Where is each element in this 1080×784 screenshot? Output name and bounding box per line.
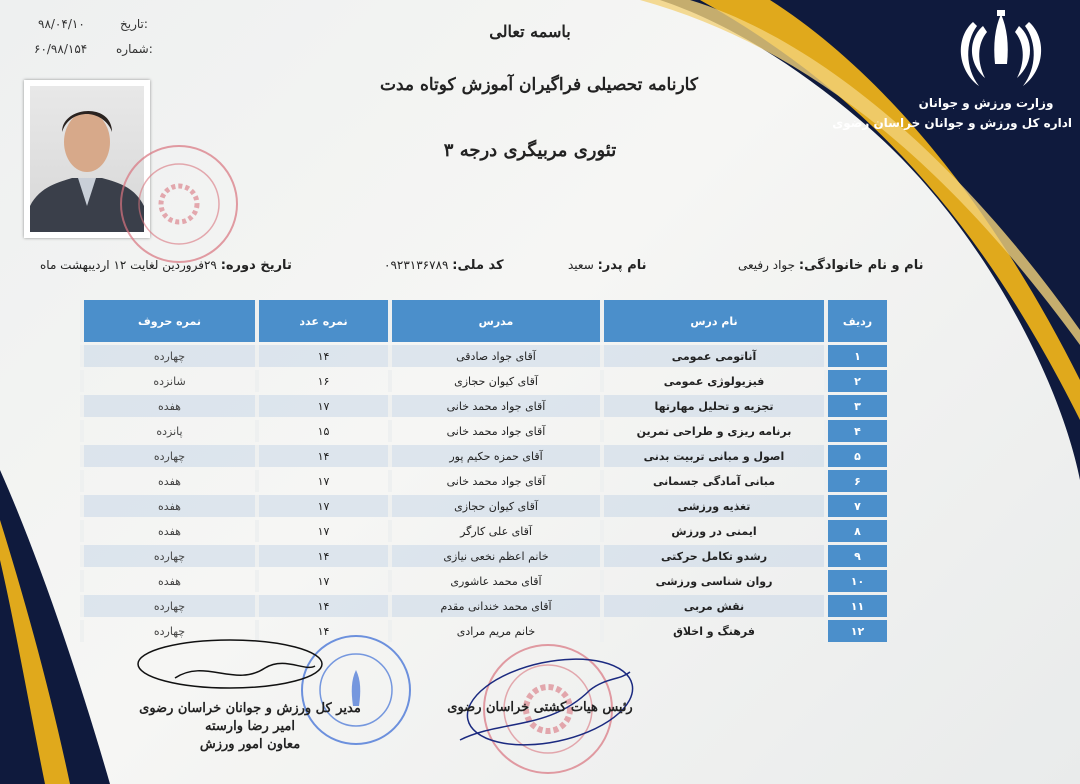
teacher-name: آقای علی کارگر [388,520,600,542]
grade-number: ۱۷ [255,395,388,417]
teacher-name: آقای کیوان حجازی [388,495,600,517]
grade-words: چهارده [80,345,255,367]
header-course: تئوری مربیگری درجه ۳ [443,140,617,161]
course-name: اصول و مبانی تربیت بدنی [600,445,824,467]
signature-scribble-left [135,628,335,708]
grade-words: شانزده [80,370,255,392]
row-number: ۳ [824,395,887,417]
period-label: تاریخ دوره: [220,258,292,273]
father-name-field [568,258,646,280]
teacher-name: آقای جواد محمد خانی [388,395,600,417]
teacher-name: آقای محمد عاشوری [388,570,600,592]
father-label: نام پدر: [597,258,647,273]
date-label: تاریخ: [120,17,148,31]
table-row [80,495,887,517]
ministry-label [832,93,1072,133]
course-name: تجزیه و تحلیل مهارتها [600,395,824,417]
grade-number: ۱۷ [255,570,388,592]
teacher-name: آقای جواد محمد خانی [388,470,600,492]
name-value: جواد رفیعی [738,258,796,272]
row-number: ۶ [824,470,887,492]
row-number: ۱۲ [824,620,887,642]
header-title: باسمه تعالی [489,22,571,41]
number-value: ۶۰/۹۸/۱۵۴ [34,42,88,56]
row-number: ۸ [824,520,887,542]
iran-emblem-icon [955,8,1047,92]
grades-table [80,297,887,645]
table-row [80,345,887,367]
grade-words: چهارده [80,545,255,567]
table-row [80,395,887,417]
sig-right-title: رئیس هیات کشتی خراسان رضوی [447,700,633,715]
table-header-row [80,300,887,342]
table-row [80,420,887,442]
stamp-red-top [115,140,243,268]
date-value: ۹۸/۰۴/۱۰ [38,17,85,31]
table-row [80,570,887,592]
id-value: ۰۹۲۳۱۳۶۷۸۹ [384,258,449,272]
row-number: ۱۱ [824,595,887,617]
father-value: سعید [568,258,594,272]
row-number: ۷ [824,495,887,517]
grade-number: ۱۴ [255,620,388,642]
row-number: ۹ [824,545,887,567]
course-name: فیزیولوژی عمومی [600,370,824,392]
id-label: کد ملی: [452,258,504,273]
sig-left-title: مدیر کل ورزش و جوانان خراسان رضوی [139,701,361,716]
grade-words: هفده [80,495,255,517]
name-label: نام و نام خانوادگی: [798,258,924,273]
grade-number: ۱۴ [255,345,388,367]
course-name: ایمنی در ورزش [600,520,824,542]
row-number: ۱۰ [824,570,887,592]
table-row [80,445,887,467]
national-id-field [384,258,504,280]
student-name-field [738,258,923,280]
sig-left-role: معاون امور ورزش [199,737,301,752]
row-number: ۵ [824,445,887,467]
row-number: ۴ [824,420,887,442]
header-teacher: مدرس [388,300,600,342]
teacher-name: آقای جواد محمد خانی [388,420,600,442]
grade-number: ۱۶ [255,370,388,392]
course-name: تغذیه ورزشی [600,495,824,517]
row-number: ۱ [824,345,887,367]
grade-words: چهارده [80,620,255,642]
table-row [80,470,887,492]
sig-left-name: امیر رضا وارسته [205,719,295,734]
grade-number: ۱۷ [255,470,388,492]
header-subtitle: کارنامه تحصیلی فراگیران آموزش کوتاه مدت [380,75,698,95]
course-name: مبانی آمادگی جسمانی [600,470,824,492]
course-name: نقش مربی [600,595,824,617]
course-name: روان شناسی ورزشی [600,570,824,592]
grade-words: چهارده [80,445,255,467]
grade-words: پانزده [80,420,255,442]
row-number: ۲ [824,370,887,392]
table-row [80,370,887,392]
teacher-name: خانم مریم مرادی [388,620,600,642]
period-value: ۲۹فروردین لغایت ۱۲ اردیبهشت ماه [40,258,217,272]
grade-number: ۱۵ [255,420,388,442]
table-row [80,595,887,617]
signature-block-right [440,700,640,715]
grade-words: هفده [80,520,255,542]
number-label: شماره: [116,42,153,56]
period-field [40,258,292,280]
grade-words: چهارده [80,595,255,617]
teacher-name: آقای جواد صادقی [388,345,600,367]
table-row [80,545,887,567]
grade-number: ۱۷ [255,520,388,542]
header-row-number: ردیف [824,300,887,342]
course-name: فرهنگ و اخلاق [600,620,824,642]
ministry-line2: اداره کل ورزش و جوانان خراسان رضوی [832,116,1072,130]
header-grade-words: نمره حروف [80,300,255,342]
grade-number: ۱۷ [255,495,388,517]
teacher-name: خانم اعظم نخعی نیازی [388,545,600,567]
grade-words: هفده [80,470,255,492]
header-grade-number: نمره عدد [255,300,388,342]
grade-words: هفده [80,570,255,592]
grade-number: ۱۴ [255,595,388,617]
header-course-name: نام درس [600,300,824,342]
teacher-name: آقای کیوان حجازی [388,370,600,392]
course-name: رشدو تکامل حرکتی [600,545,824,567]
teacher-name: آقای محمد خندانی مقدم [388,595,600,617]
course-name: آناتومی عمومی [600,345,824,367]
grade-number: ۱۴ [255,545,388,567]
grade-words: هفده [80,395,255,417]
grade-number: ۱۴ [255,445,388,467]
table-row [80,520,887,542]
signature-block-left [120,700,380,754]
teacher-name: آقای حمزه حکیم پور [388,445,600,467]
ministry-line1: وزارت ورزش و جوانان [918,96,1054,110]
course-name: برنامه ریزی و طراحی تمرین [600,420,824,442]
